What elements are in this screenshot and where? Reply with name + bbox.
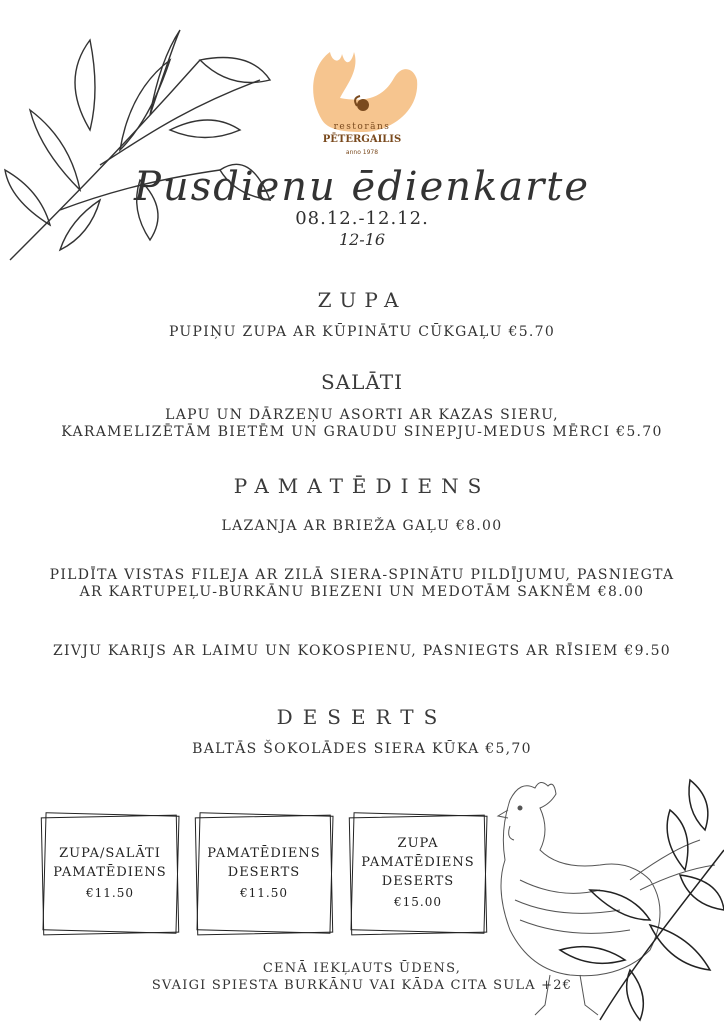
combo-price: €15.00 — [394, 895, 442, 909]
footer-line-2: SVAIGI SPIESTA BURKĀNU VAI KĀDA CITA SULA +2€ — [151, 978, 573, 993]
menu-item-line: LAPU UN DĀRZEŅU ASORTI AR KAZAS SIERU, — [165, 407, 559, 423]
combo-line: ZUPA — [397, 836, 439, 851]
combo-line: DESERTS — [381, 874, 455, 889]
menu-hours: 12-16 — [338, 230, 386, 249]
menu-item-line: ZIVJU KARIJS AR LAIMU UN KOKOSPIENU, PASNIEGTS AR RĪSIEM €9.50 — [53, 643, 671, 659]
combo-price: €11.50 — [86, 885, 134, 900]
menu-item-line: PILDĪTA VISTAS FILEJA AR ZILĀ SIERA-SPINĀTU PILDĪJUMU, PASNIEGTA — [49, 567, 675, 583]
logo-anno: anno 1978 — [345, 149, 379, 156]
combo-box-3 — [350, 812, 486, 934]
footer-line-1: CENĀ IEKĻAUTS ŪDENS, — [262, 961, 462, 976]
combo-line: PAMATĒDIENS — [361, 855, 475, 870]
menu-item-line: KARAMELIZĒTĀM BIETĒM UN GRAUDU SINEPJU-MEDUS MĒRCI €5.70 — [61, 424, 663, 440]
menu-item-line: LAZANJA AR BRIEŽA GAĻU €8.00 — [221, 518, 503, 534]
section-title-salati: SALĀTI — [320, 370, 403, 394]
menu-item-deserts — [0, 741, 724, 758]
menu-item-salati — [0, 407, 724, 441]
section-title-pamatediens: PAMATĒDIENS — [233, 474, 491, 498]
menu-item-line: AR KARTUPEĻU-BURKĀNU BIEZENI UN MEDOTĀM SAKNĒM €8.00 — [79, 584, 645, 600]
combo-box-1 — [42, 812, 178, 934]
menu-item-zupa — [0, 324, 724, 341]
logo-brand-subtitle: restorāns — [333, 122, 391, 132]
logo-brand-name: PĒTERGAILIS — [322, 134, 402, 145]
combo-line: PAMATĒDIENS — [207, 845, 321, 861]
menu-title: Pusdienu ēdienkarte — [134, 164, 590, 210]
menu-item-line: PUPIŅU ZUPA AR KŪPINĀTU CŪKGAĻU €5.70 — [168, 324, 556, 340]
section-title-deserts: DESERTS — [276, 705, 448, 729]
combo-line: DESERTS — [227, 864, 301, 880]
footer-note — [0, 960, 724, 994]
restaurant-logo — [302, 40, 422, 160]
menu-dates: 08.12.-12.12. — [295, 208, 429, 229]
section-title-zupa: ZUPA — [317, 288, 407, 312]
menu-item-zivju-karijs — [0, 643, 724, 660]
combo-line: PAMATĒDIENS — [53, 864, 167, 880]
menu-item-vistas-fileja — [0, 567, 724, 601]
combo-box-2 — [196, 812, 332, 934]
menu-item-line: BALTĀS ŠOKOLĀDES SIERA KŪKA €5,70 — [192, 741, 532, 757]
combo-line: ZUPA/SALĀTI — [59, 845, 161, 861]
combo-price: €11.50 — [240, 885, 288, 900]
menu-item-lazanja — [0, 518, 724, 535]
